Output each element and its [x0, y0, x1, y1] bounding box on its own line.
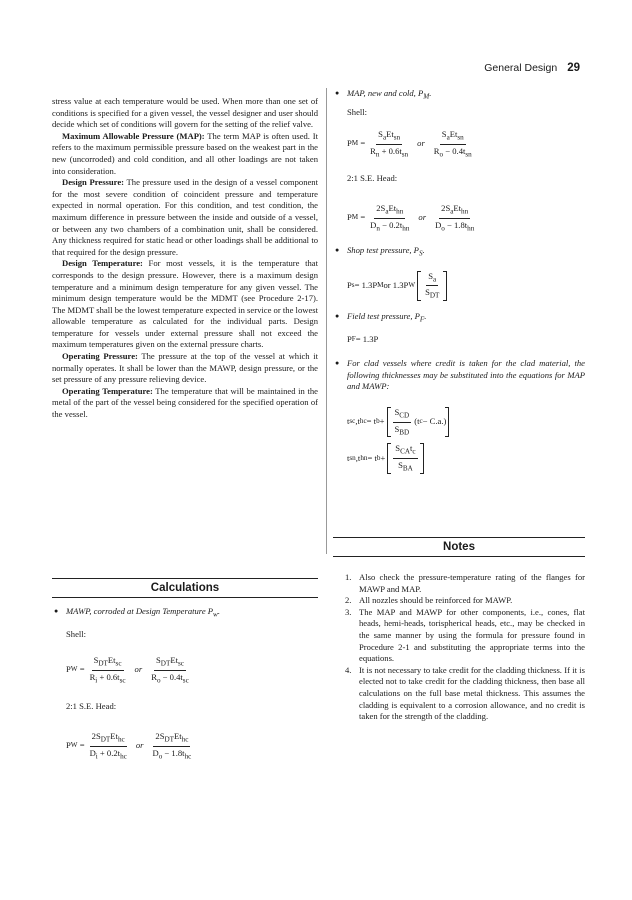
shop-test-bullet: ● Shop test pressure, $P_S$.	[333, 245, 585, 260]
field-test-bullet: ● Field test pressure, $P_F$.	[333, 311, 585, 326]
page-number: 29	[567, 62, 580, 74]
paragraph-design-temperature: Design Temperature: For most vessels, it is the temperature that corresponds to the design pressure. However, there is a maximum design temperature and a minimum design temperature for any given vessel. The minimum design temperature would be the MDMT (see Procedure 2-17). The MDMT shall be the lowest temperature expected in service or the lowest allowable temperature as calculated for the individual parts. Design temperature for vessels under external pressure shall not exceed the maximum temperatures given on the external pressure charts.	[52, 258, 318, 350]
map-head-label: 2:1 S.E. Head:	[347, 173, 398, 184]
mawp-shell-equation: P W = $\frac{S_{DT}Et_{sc}}{R_i + 0.6t_{sc}}$ or $\frac{S_{DT}Et_{sc}}{R_o - 0.4t_{sc}}$	[66, 654, 189, 685]
clad-vessel-bullet: ● For clad vessels where credit is taken for the clad material, the following thicknesses may be substituted into the equations for MAP and MAWP:	[333, 358, 585, 393]
term-operating-pressure: Operating Pressure:	[62, 351, 138, 362]
clad-new-equation: t sn ,t hn = t b + $\frac{S_{CA}t_c}{S_{BA}}$	[347, 443, 585, 473]
mawp-bullet: ● MAWP, corroded at Design Temperature $P_w$.	[52, 606, 318, 621]
note-item: 2. All nozzles should be reinforced for MAWP.	[345, 595, 513, 606]
note-item: 1. Also check the pressure-temperature rating of the flanges for MAWP and MAP.	[345, 572, 585, 594]
right-column	[333, 88, 585, 474]
term-map: Maximum Allowable Pressure (MAP):	[62, 130, 205, 141]
notes-list	[345, 572, 585, 723]
note-item: 3. The MAP and MAWP for other components, i.e., cones, flat heads, hemi-heads, torispherical heads, etc., may be checked in the same manner by using the formula for pressure found in Procedure 2-1 and substituting the appropriate terms into the equations.	[345, 606, 585, 664]
calculations-title: Calculations	[52, 578, 318, 598]
notes-body	[345, 572, 585, 723]
mawp-head-equation: P W = $\frac{2S_{DT}Et_{hc}}{D_i + 0.2t_{hc}}$ or $\frac{2S_{DT}Et_{hc}}{D_o - 1.8t_{hc}}$	[66, 730, 192, 761]
term-design-pressure: Design Pressure:	[62, 177, 125, 188]
paragraph-operating-pressure: Operating Pressure: The pressure at the top of the vessel at which it normally operates. It shall be lower than the MAWP, design pressure, or the set pressure of any pressure relieving device.	[52, 351, 318, 385]
paragraph-map: Maximum Allowable Pressure (MAP): The term MAP is often used. It refers to the maximum permissible pressure based on the weakest part in the new (uncorroded) and cold condition, and all other loadings are not taken into consideration.	[52, 130, 318, 176]
map-bullet: ● MAP, new and cold, $P_M$.	[333, 88, 585, 103]
paragraph-relief-valve: stress value at each temperature would be used. When more than one set of conditions is specified for a given vessel, the vessel designer and user should decide which set of conditions will govern for the setting of the relief valve.	[52, 96, 318, 130]
paragraph-design-pressure: Design Pressure: The pressure used in the design of a vessel component for the most severe condition of coincident pressure and temperature expected in normal operation. For this condition, and test condition, the maximum difference in pressure between the inside and outside of a vessel, or between any two chambers of a combination unit, shall be considered. Any thickness required for static head or other loadings shall be additional to that required for the design pressure.	[52, 177, 318, 257]
term-design-temperature: Design Temperature:	[62, 258, 143, 269]
shop-test-equation: P s = 1.3P M or 1.3P W $\frac{S_a}{S_{DT}}$	[347, 271, 585, 301]
field-test-equation: P F = 1.3P	[347, 334, 379, 345]
term-operating-temperature: Operating Temperature:	[62, 385, 153, 396]
map-shell-label: Shell:	[347, 107, 368, 118]
left-column	[52, 96, 318, 421]
calculations-body	[52, 606, 318, 761]
note-item: 4. It is not necessary to take credit for the cladding thickness. If it is elected not to take credit for the cladding thickness, then base all calculations on the full base metal thickness. This assumes the cladding is equivalent to a corrosion allowance, and no credit is taken for the strength of the cladding.	[345, 664, 585, 722]
running-header	[484, 62, 580, 74]
header-section: General Design	[484, 62, 558, 74]
column-divider	[326, 88, 327, 554]
map-shell-equation: P M = $\frac{S_aEt_{sn}}{R_n + 0.6t_{sn}}$ or $\frac{S_aEt_{sn}}{R_o - 0.4t_{sn}}$	[347, 128, 472, 159]
paragraph-operating-temperature: Operating Temperature: The temperature that will be maintained in the metal of the part of the vessel being considered for the specified operation of the vessel.	[52, 385, 318, 420]
map-head-equation: P M = $\frac{2S_aEt_{hn}}{D_n - 0.2t_{hn}}$ or $\frac{2S_aEt_{hn}}{D_o - 1.8t_{hn}}$	[347, 202, 475, 233]
head-label: 2:1 S.E. Head:	[66, 701, 117, 712]
notes-title: Notes	[333, 537, 585, 557]
clad-corroded-equation: t sc ,t hc = t b + $\frac{S_{CD}}{S_{BD}}$ (t c − C.a.)	[347, 407, 585, 437]
shell-label: Shell:	[66, 629, 87, 640]
